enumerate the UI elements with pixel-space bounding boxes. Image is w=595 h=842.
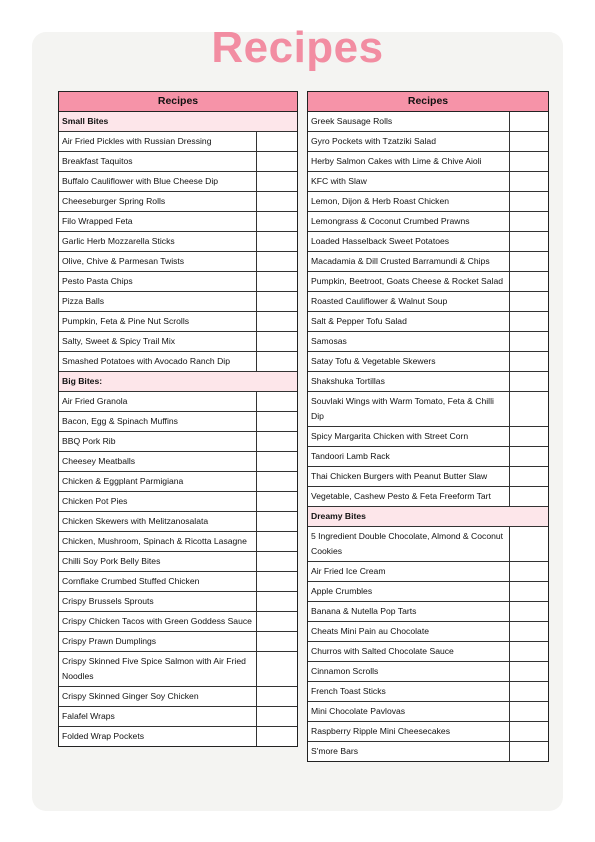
recipe-name: Smashed Potatoes with Avocado Ranch Dip [62,356,230,367]
recipe-name: Chicken & Eggplant Parmigiana [62,476,184,487]
recipe-checkbox[interactable] [509,702,548,721]
recipe-name: Crispy Brussels Sprouts [62,596,154,607]
page-title: Recipes [211,23,384,72]
recipe-checkbox[interactable] [509,392,548,426]
recipe-checkbox[interactable] [509,602,548,621]
recipe-row [59,232,297,252]
recipe-checkbox[interactable] [256,687,297,706]
recipe-row [59,687,297,707]
recipe-checkbox[interactable] [256,512,297,531]
recipe-row [308,527,548,562]
recipe-name: Filo Wrapped Feta [62,216,133,227]
recipe-checkbox[interactable] [256,612,297,631]
recipe-name: Herby Salmon Cakes with Lime & Chive Aioli [311,156,482,167]
recipe-row [308,682,548,702]
recipe-name: Chicken, Mushroom, Spinach & Ricotta Lasagne [62,536,247,547]
recipe-row [59,272,297,292]
recipe-name: Air Fried Granola [62,396,128,407]
recipe-row [59,727,297,746]
recipe-checkbox[interactable] [509,172,548,191]
recipe-row [308,372,548,392]
recipe-row [308,467,548,487]
recipe-row [59,132,297,152]
recipe-checkbox[interactable] [509,252,548,271]
recipe-name: Garlic Herb Mozzarella Sticks [62,236,175,247]
recipe-checkbox[interactable] [256,132,297,151]
recipe-row [59,292,297,312]
recipe-checkbox[interactable] [509,722,548,741]
recipe-checkbox[interactable] [509,447,548,466]
recipe-name: Greek Sausage Rolls [311,116,393,127]
recipe-checkbox[interactable] [256,632,297,651]
recipe-name: 5 Ingredient Double Chocolate, Almond & Coconut Cookies [311,531,504,557]
recipe-name: Cheats Mini Pain au Chocolate [311,626,429,637]
recipe-checkbox[interactable] [256,192,297,211]
recipe-name: Pesto Pasta Chips [62,276,133,287]
recipe-row [308,212,548,232]
recipe-row [59,152,297,172]
recipe-name: Tandoori Lamb Rack [311,451,390,462]
recipe-name: Buffalo Cauliflower with Blue Cheese Dip [62,176,219,187]
recipe-name: Loaded Hasselback Sweet Potatoes [311,236,450,247]
recipe-checkbox[interactable] [256,472,297,491]
recipe-name: Pizza Balls [62,296,105,307]
recipe-checkbox[interactable] [509,562,548,581]
recipe-row [308,172,548,192]
recipe-name: Air Fried Pickles with Russian Dressing [62,136,212,147]
recipe-row [308,292,548,312]
recipe-row [308,132,548,152]
recipe-name: Crispy Chicken Tacos with Green Goddess Sauce [62,616,252,626]
recipe-checkbox[interactable] [509,427,548,446]
recipe-checkbox[interactable] [256,572,297,591]
recipe-name: Mini Chocolate Pavlovas [311,705,406,716]
recipe-checkbox[interactable] [509,232,548,251]
recipe-row [308,392,548,427]
recipe-name: Crispy Skinned Five Spice Salmon with Air Fried Noodles [62,655,246,681]
recipe-row [308,622,548,642]
recipe-name: Crispy Prawn Dumplings [62,635,157,646]
recipe-checkbox[interactable] [256,592,297,611]
recipe-row [59,492,297,512]
recipe-checkbox[interactable] [256,492,297,511]
recipe-checkbox[interactable] [509,292,548,311]
recipe-name: Shakshuka Tortillas [311,376,385,387]
recipe-row [59,592,297,612]
table-header: Recipes [308,92,548,112]
recipe-row [308,112,548,132]
recipe-row [59,512,297,532]
recipe-checkbox[interactable] [256,532,297,551]
recipe-row [308,602,548,622]
recipe-row [59,572,297,592]
recipe-name: Air Fried Ice Cream [311,566,386,577]
recipe-name: French Toast Sticks [311,685,386,696]
recipe-row [59,707,297,727]
recipe-checkbox[interactable] [256,652,297,686]
recipe-row [308,487,548,507]
recipe-row [308,352,548,372]
recipe-name: Churros with Salted Chocolate Sauce [311,646,454,656]
recipe-name: Gyro Pockets with Tzatziki Salad [311,136,436,147]
recipe-name: Samosas [311,336,347,347]
recipe-checkbox[interactable] [509,487,548,506]
recipe-name: Thai Chicken Burgers with Peanut Butter Slaw [311,471,488,482]
recipe-name: Cheeseburger Spring Rolls [62,196,166,207]
recipe-row [59,412,297,432]
recipe-checkbox[interactable] [509,272,548,291]
recipe-checkbox[interactable] [256,332,297,351]
recipe-checkbox[interactable] [509,112,548,131]
recipe-table-left [58,91,298,747]
recipe-row [59,652,297,687]
section-heading: Dreamy Bites [308,507,548,527]
recipe-name: Chicken Skewers with Melitzanosalata [62,516,209,527]
recipe-checkbox[interactable] [256,172,297,191]
recipe-name: Vegetable, Cashew Pesto & Feta Freeform Tart [311,491,491,502]
recipe-row [308,232,548,252]
recipe-row [308,427,548,447]
recipe-checkbox[interactable] [509,372,548,391]
recipe-row [59,612,297,632]
recipe-checkbox[interactable] [509,682,548,701]
recipe-checkbox[interactable] [256,272,297,291]
recipe-checkbox[interactable] [256,392,297,411]
recipe-row [59,532,297,552]
recipe-name: Crispy Skinned Ginger Soy Chicken [62,690,199,701]
recipe-name: Cinnamon Scrolls [311,665,379,676]
recipe-checkbox[interactable] [509,312,548,331]
recipe-checkbox[interactable] [509,467,548,486]
recipe-name: S'more Bars [311,745,359,756]
recipe-row [59,552,297,572]
recipe-name: Lemon, Dijon & Herb Roast Chicken [311,196,450,207]
recipe-checkbox[interactable] [509,132,548,151]
recipe-checkbox[interactable] [509,642,548,661]
recipe-name: BBQ Pork Rib [62,436,116,447]
recipe-checkbox[interactable] [256,552,297,571]
recipe-name: Raspberry Ripple Mini Cheesecakes [311,725,450,736]
table-header: Recipes [59,92,297,112]
recipe-checkbox[interactable] [509,192,548,211]
recipe-checkbox[interactable] [256,152,297,171]
recipe-name: Roasted Cauliflower & Walnut Soup [311,296,448,307]
recipe-row [308,447,548,467]
recipe-checkbox[interactable] [509,622,548,641]
recipe-checkbox[interactable] [509,332,548,351]
recipe-checkbox[interactable] [256,312,297,331]
recipe-name: Bacon, Egg & Spinach Muffins [62,416,178,427]
recipe-row [308,152,548,172]
table-body [59,112,297,746]
recipe-name: Olive, Chive & Parmesan Twists [62,256,185,267]
recipe-checkbox[interactable] [256,452,297,471]
recipe-name: KFC with Slaw [311,176,367,187]
recipe-row [59,332,297,352]
recipe-name: Satay Tofu & Vegetable Skewers [311,356,436,367]
recipe-row [308,662,548,682]
recipe-row [59,352,297,372]
recipe-checkbox[interactable] [256,252,297,271]
section-heading: Small Bites [59,112,297,132]
recipe-name: Salt & Pepper Tofu Salad [311,316,407,327]
recipe-row [59,452,297,472]
recipe-checkbox[interactable] [256,232,297,251]
recipe-checkbox[interactable] [509,152,548,171]
recipe-row [59,312,297,332]
recipe-name: Folded Wrap Pockets [62,730,144,741]
recipe-name: Breakfast Taquitos [62,156,133,167]
recipe-checkbox[interactable] [256,432,297,451]
recipe-row [59,172,297,192]
recipe-row [59,192,297,212]
recipe-checkbox[interactable] [256,212,297,231]
recipe-row [59,212,297,232]
recipe-name: Salty, Sweet & Spicy Trail Mix [62,336,176,347]
recipe-row [308,312,548,332]
recipe-table-right [307,91,549,762]
table-body [308,112,548,761]
recipe-name: Falafel Wraps [62,710,115,721]
recipe-row [59,472,297,492]
recipe-name: Apple Crumbles [311,586,373,597]
recipe-checkbox[interactable] [509,527,548,561]
recipe-row [308,582,548,602]
section-heading: Big Bites: [59,372,297,392]
recipe-row [308,702,548,722]
recipe-name: Souvlaki Wings with Warm Tomato, Feta & Chilli Dip [311,396,494,422]
recipe-row [59,632,297,652]
recipe-checkbox[interactable] [509,742,548,761]
recipe-row [59,432,297,452]
recipe-row [308,252,548,272]
recipe-name: Cornflake Crumbed Stuffed Chicken [62,576,200,587]
recipe-name: Pumpkin, Beetroot, Goats Cheese & Rocket Salad [311,276,504,287]
recipe-name: Chicken Pot Pies [62,496,128,507]
recipe-checkbox[interactable] [256,412,297,431]
recipe-name: Spicy Margarita Chicken with Street Corn [311,431,469,442]
recipe-name: Cheesey Meatballs [62,456,136,467]
recipe-name: Chilli Soy Pork Belly Bites [62,556,161,567]
recipe-row [308,562,548,582]
recipe-row [308,722,548,742]
recipe-name: Macadamia & Dill Crusted Barramundi & Chips [311,256,490,267]
recipe-row [308,742,548,761]
recipe-row [308,642,548,662]
recipe-checkbox[interactable] [509,352,548,371]
recipe-row [308,332,548,352]
recipe-row [59,392,297,412]
recipe-checkbox[interactable] [509,582,548,601]
recipe-checkbox[interactable] [256,352,297,371]
recipe-row [308,192,548,212]
recipe-checkbox[interactable] [256,707,297,726]
recipe-name: Pumpkin, Feta & Pine Nut Scrolls [62,316,190,327]
recipe-checkbox[interactable] [509,662,548,681]
recipe-name: Banana & Nutella Pop Tarts [311,606,417,617]
recipe-name: Lemongrass & Coconut Crumbed Prawns [311,216,470,227]
recipe-row [59,252,297,272]
recipe-checkbox[interactable] [509,212,548,231]
recipe-row [308,272,548,292]
recipe-checkbox[interactable] [256,292,297,311]
recipe-checkbox[interactable] [256,727,297,746]
